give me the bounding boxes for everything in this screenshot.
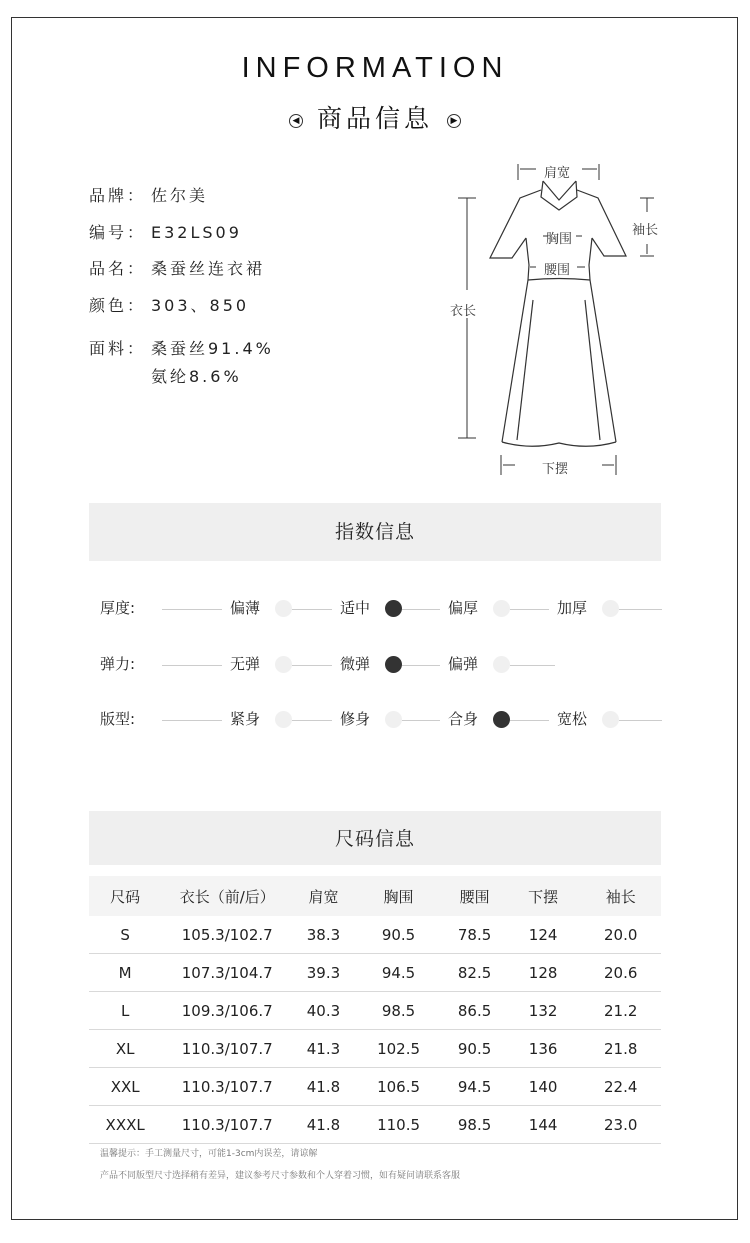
selected-dot-icon: [385, 656, 402, 673]
dress-outline-icon: [440, 150, 680, 490]
table-cell: S: [89, 916, 161, 954]
table-cell: M: [89, 954, 161, 992]
index-option-label: 偏厚: [448, 599, 479, 617]
size-table-header: [89, 876, 661, 916]
table-cell: 20.0: [580, 916, 661, 954]
table-row: [89, 992, 661, 1030]
index-row: [0, 708, 750, 732]
table-cell: 106.5: [354, 1068, 444, 1106]
waist-label: 腰围: [544, 263, 571, 278]
table-cell: 124: [506, 916, 581, 954]
table-cell: 21.2: [580, 992, 661, 1030]
title-chinese: [0, 99, 750, 135]
size-header-cell: 下摆: [506, 876, 581, 916]
index-option-label: 偏弹: [448, 655, 479, 673]
title-chinese-text: 商品信息: [316, 104, 433, 133]
fabric-line1: 桑蚕丝91.4%: [151, 339, 274, 358]
table-row: [89, 1030, 661, 1068]
table-cell: 109.3/106.7: [161, 992, 293, 1030]
size-section-title: 尺码信息: [89, 811, 661, 865]
table-cell: 41.3: [293, 1030, 354, 1068]
size-header-cell: 腰围: [443, 876, 506, 916]
shoulder-label: 肩宽: [544, 166, 571, 181]
table-cell: 41.8: [293, 1106, 354, 1144]
fabric-label: 面料：: [89, 339, 147, 358]
unselected-dot-icon: [275, 656, 292, 673]
index-option-label: 加厚: [557, 599, 588, 617]
table-cell: 78.5: [443, 916, 506, 954]
table-row: [89, 916, 661, 954]
table-cell: 39.3: [293, 954, 354, 992]
index-option-label: 合身: [448, 710, 479, 728]
name-value: 桑蚕丝连衣裙: [151, 259, 266, 278]
index-row: [0, 597, 750, 621]
color-row: [89, 293, 249, 316]
brand-label: 品牌：: [89, 186, 147, 205]
table-cell: 94.5: [443, 1068, 506, 1106]
table-cell: 140: [506, 1068, 581, 1106]
index-row-label: 厚度:: [100, 599, 136, 617]
unselected-dot-icon: [275, 600, 292, 617]
table-cell: 110.3/107.7: [161, 1030, 293, 1068]
note-line-2: 产品不同版型尺寸选择稍有差异，建议参考尺寸参数和个人穿着习惯，如有疑问请联系客服: [100, 1171, 461, 1181]
code-label: 编号：: [89, 223, 147, 242]
right-arrow-icon: ▶: [447, 114, 461, 128]
hem-label: 下摆: [542, 462, 569, 477]
index-option-label: 适中: [340, 599, 371, 617]
table-cell: 90.5: [443, 1030, 506, 1068]
table-cell: 94.5: [354, 954, 444, 992]
table-row: [89, 1068, 661, 1106]
table-cell: 102.5: [354, 1030, 444, 1068]
color-value: 303、850: [151, 296, 250, 315]
size-table-body: [89, 916, 661, 1144]
sleeve-label: 袖长: [632, 223, 659, 238]
table-cell: 21.8: [580, 1030, 661, 1068]
index-section-title: 指数信息: [89, 503, 661, 561]
fabric-row: [89, 336, 274, 359]
dress-diagram: [440, 150, 680, 490]
unselected-dot-icon: [493, 600, 510, 617]
table-cell: 144: [506, 1106, 581, 1144]
brand-value: 佐尔美: [151, 186, 209, 205]
table-cell: 136: [506, 1030, 581, 1068]
index-option-label: 无弹: [230, 655, 261, 673]
index-option-label: 宽松: [557, 710, 588, 728]
brand-row: [89, 183, 208, 206]
index-row-label: 版型:: [100, 710, 136, 728]
note-line-1: 温馨提示：手工测量尺寸，可能1-3cm内误差，请谅解: [100, 1149, 318, 1159]
table-cell: XXXL: [89, 1106, 161, 1144]
chest-label: 胸围: [546, 232, 573, 247]
index-option-label: 偏薄: [230, 599, 261, 617]
table-cell: 23.0: [580, 1106, 661, 1144]
table-cell: 41.8: [293, 1068, 354, 1106]
unselected-dot-icon: [602, 600, 619, 617]
unselected-dot-icon: [602, 711, 619, 728]
table-cell: 110.5: [354, 1106, 444, 1144]
left-arrow-icon: ◀: [289, 114, 303, 128]
code-value: E32LS09: [151, 223, 242, 242]
title-english: INFORMATION: [241, 52, 509, 84]
table-cell: 110.3/107.7: [161, 1106, 293, 1144]
table-cell: 20.6: [580, 954, 661, 992]
table-cell: 90.5: [354, 916, 444, 954]
size-header-cell: 袖长: [580, 876, 661, 916]
index-option-label: 修身: [340, 710, 371, 728]
length-label: 衣长: [450, 304, 477, 319]
table-cell: 22.4: [580, 1068, 661, 1106]
color-label: 颜色：: [89, 296, 147, 315]
name-label: 品名：: [89, 259, 147, 278]
table-cell: 38.3: [293, 916, 354, 954]
table-cell: 40.3: [293, 992, 354, 1030]
unselected-dot-icon: [275, 711, 292, 728]
unselected-dot-icon: [385, 711, 402, 728]
table-row: [89, 954, 661, 992]
code-row: [89, 220, 242, 243]
size-header-cell: 胸围: [354, 876, 444, 916]
fabric-line2: 氨纶8.6%: [151, 367, 242, 386]
table-cell: 98.5: [443, 1106, 506, 1144]
unselected-dot-icon: [493, 656, 510, 673]
size-header-cell: 肩宽: [293, 876, 354, 916]
index-row-label: 弹力:: [100, 655, 136, 673]
selected-dot-icon: [385, 600, 402, 617]
index-row: [0, 653, 750, 677]
size-table: [89, 876, 661, 1144]
table-cell: 107.3/104.7: [161, 954, 293, 992]
table-cell: 128: [506, 954, 581, 992]
name-row: [89, 256, 265, 279]
index-option-label: 微弹: [340, 655, 371, 673]
table-cell: 82.5: [443, 954, 506, 992]
table-cell: 105.3/102.7: [161, 916, 293, 954]
size-header-cell: 尺码: [89, 876, 161, 916]
index-option-label: 紧身: [230, 710, 261, 728]
table-cell: L: [89, 992, 161, 1030]
table-cell: 132: [506, 992, 581, 1030]
table-cell: 98.5: [354, 992, 444, 1030]
table-cell: XL: [89, 1030, 161, 1068]
table-cell: 110.3/107.7: [161, 1068, 293, 1106]
table-row: [89, 1106, 661, 1144]
size-header-cell: 衣长（前/后）: [161, 876, 293, 916]
table-cell: 86.5: [443, 992, 506, 1030]
table-cell: XXL: [89, 1068, 161, 1106]
selected-dot-icon: [493, 711, 510, 728]
